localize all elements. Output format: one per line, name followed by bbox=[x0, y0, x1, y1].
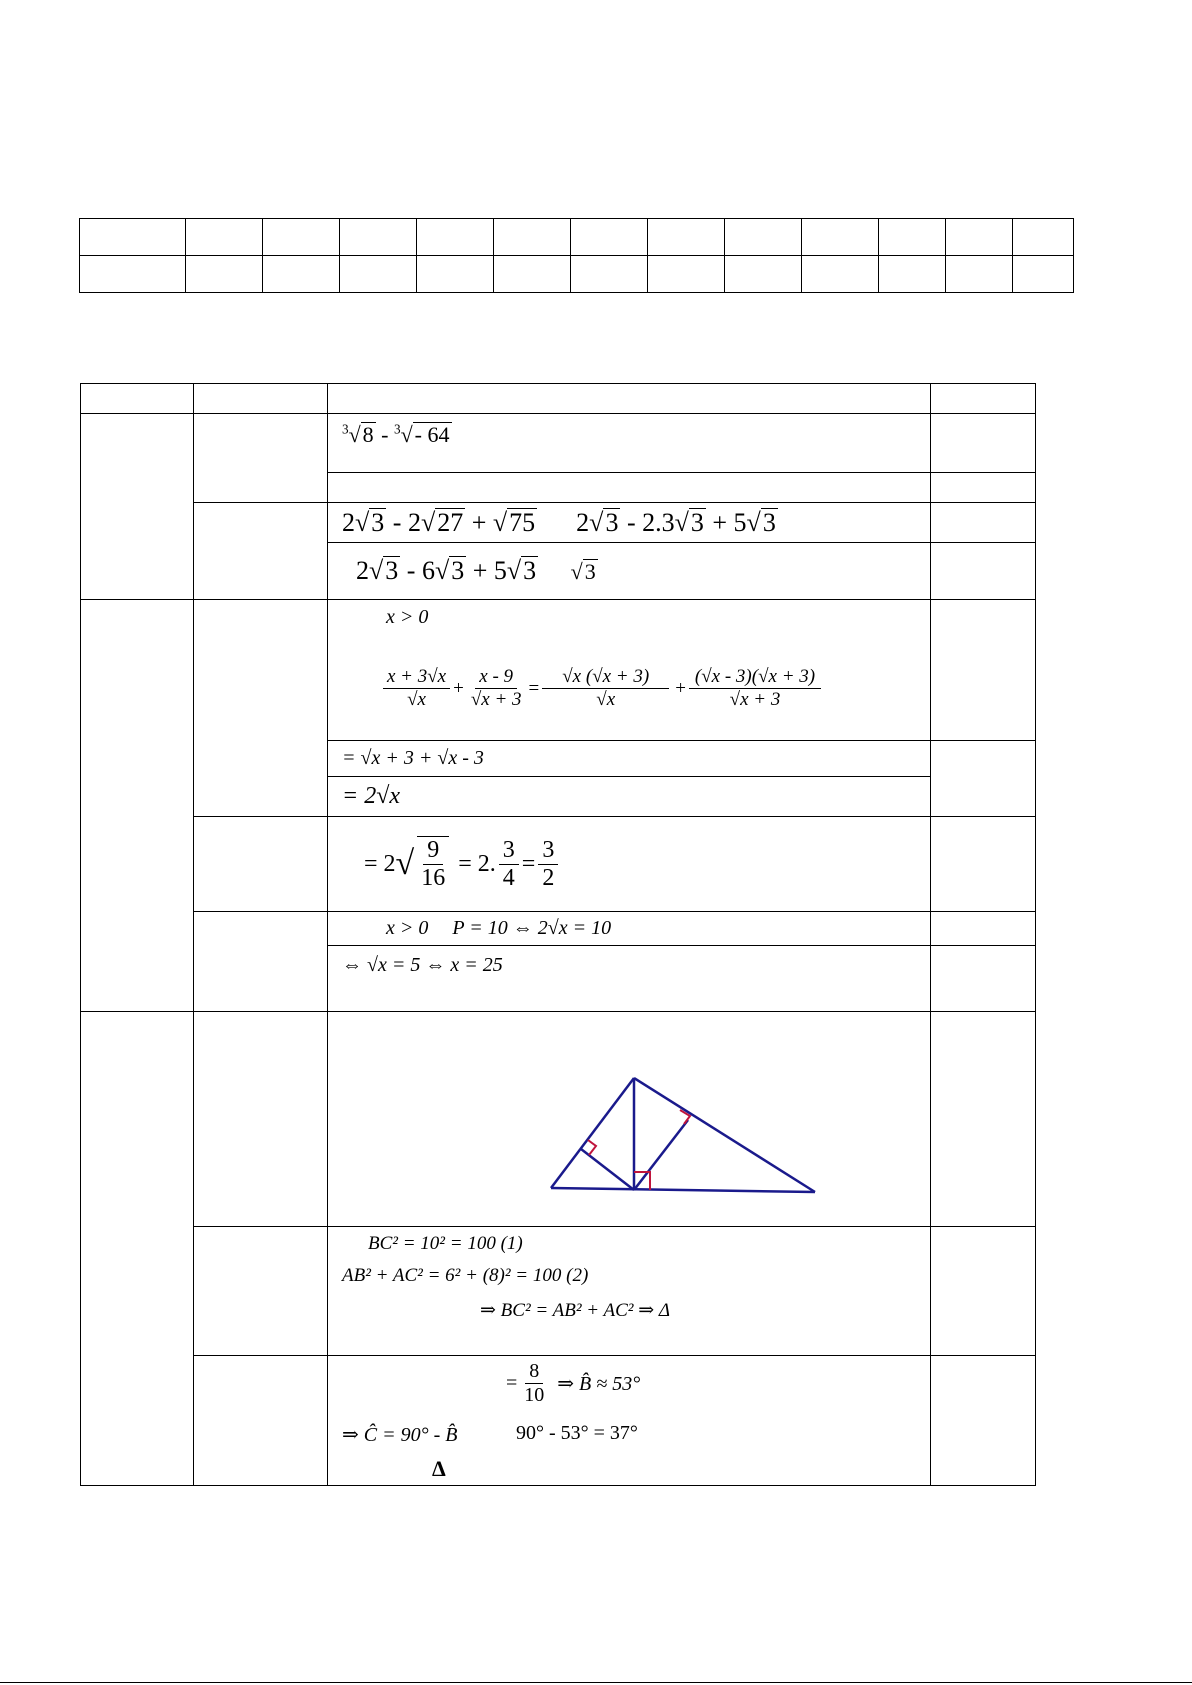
solution-table bbox=[80, 383, 1036, 1486]
expr-bc-squared: BC² = 10² = 100 (1) bbox=[368, 1232, 523, 1254]
triangle-side-bc bbox=[551, 1188, 815, 1192]
expr-sin-b: = $\frac{8}{10}$ ⇒ B̂ ≈ 53° bbox=[506, 1359, 641, 1406]
expr-cube-roots: $^3$√8 - $^3$√- 64 bbox=[342, 422, 450, 448]
expr-radicals-2: 2√3 - 6√3 + 5√3 √3 bbox=[356, 556, 596, 586]
expr-step2: = √x + 3 + √x - 3 bbox=[342, 747, 484, 770]
expr-angle-c: ⇒ Ĉ = 90° - B̂ bbox=[342, 1423, 458, 1446]
expr-substitute: = 2 √ $\frac{9}{16}$ = 2. $\frac{3}{4}$ = $\frac{3}{2}$ bbox=[364, 836, 561, 892]
expr-step3: = 2√x bbox=[342, 783, 401, 810]
perpendicular-he bbox=[581, 1149, 634, 1190]
expr-ab-ac-squared: AB² + AC² = 6² + (8)² = 100 (2) bbox=[342, 1264, 589, 1286]
expr-radicals-1: 2√3 - 2√27 + √75 2√3 - 2.3√3 + 5√3 bbox=[342, 507, 776, 537]
triangle-side-ba bbox=[551, 1078, 634, 1188]
expr-p-equals-10: P = 10 ⇔ 2√x = 10 bbox=[452, 917, 612, 940]
triangle-side-ac bbox=[634, 1078, 815, 1192]
answer-grid bbox=[79, 218, 1074, 293]
page-bottom-rule bbox=[0, 1682, 1192, 1683]
perpendicular-hf bbox=[634, 1120, 688, 1190]
cond-x-positive-2: x > 0 bbox=[386, 917, 429, 940]
expr-pythagoras-conclusion: ⇒ BC² = AB² + AC² ⇒ Δ bbox=[480, 1299, 671, 1321]
cond-x-positive: x > 0 bbox=[386, 606, 429, 629]
delta-symbol: Δ bbox=[432, 1455, 446, 1481]
expr-x-equals-25: ⇔ √x = 5 ⇔ x = 25 bbox=[342, 954, 503, 977]
right-angle-marks bbox=[588, 1110, 690, 1190]
expr-fraction-sum: $\frac{x + 3√x}{√x}$ + $\frac{x - 9}{√x + 3}$ = $\frac{√x (√x + 3)}{√x}$ + $\frac{(√x - 3)(√x + 3)}{√x + 3}$ bbox=[380, 666, 824, 711]
expr-angle-c-value: 90° - 53° = 37° bbox=[516, 1421, 638, 1444]
right-triangle-figure bbox=[328, 1012, 931, 1226]
